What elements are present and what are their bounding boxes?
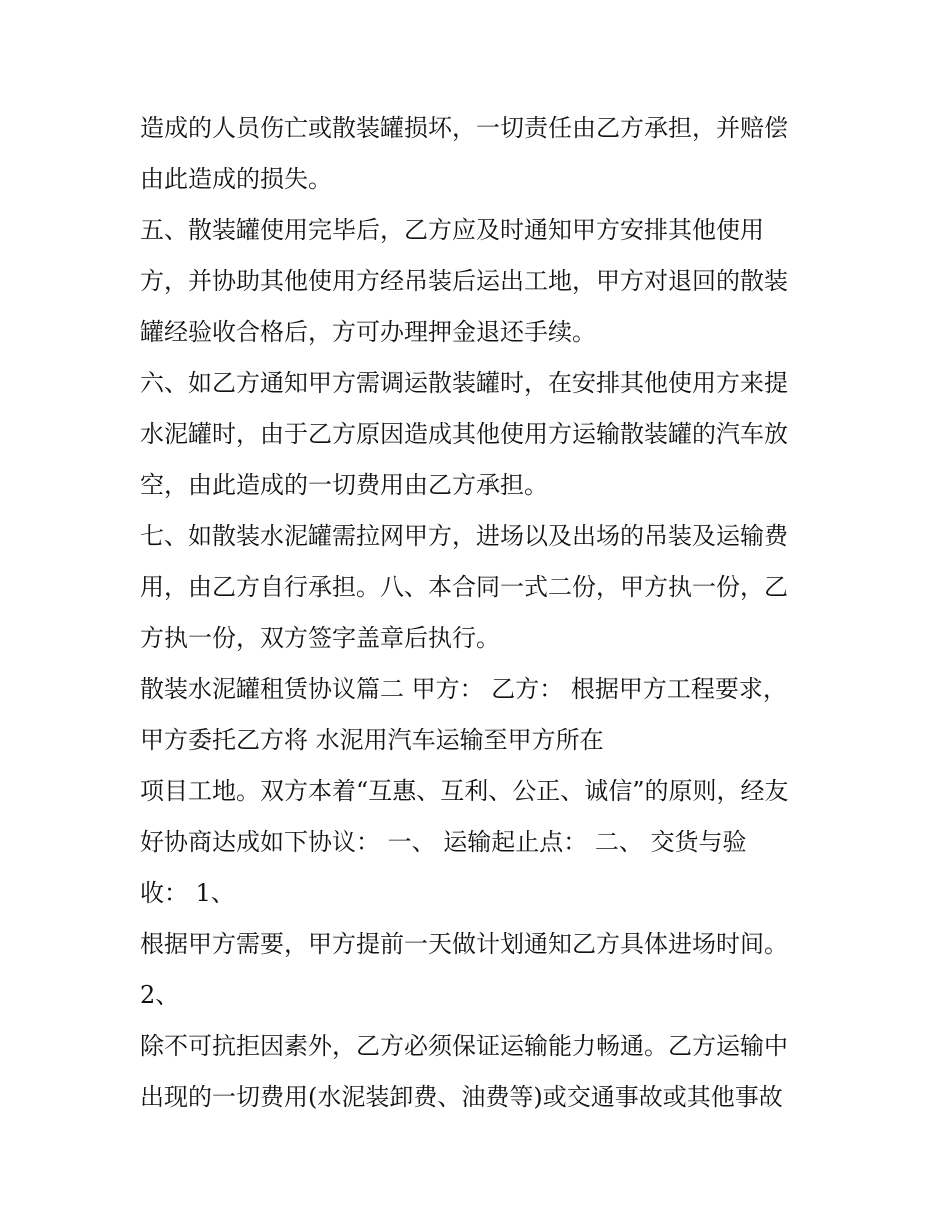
text-line-17: 根据甲方需要，甲方提前一天做计划通知乙方具体进场时间。 — [140, 930, 788, 958]
text-line-1: 造成的人员伤亡或散装罐损坏，一切责任由乙方承担，并赔偿 — [140, 114, 788, 142]
text-line-18: 2、 — [140, 981, 180, 1009]
text-line-13: 甲方委托乙方将 水泥用汽车运输至甲方所在 — [140, 726, 604, 754]
text-line-11: 方执一份，双方签字盖章后执行。 — [140, 624, 500, 652]
text-line-5: 罐经验收合格后，方可办理押金退还手续。 — [140, 318, 596, 346]
text-line-14: 项目工地。双方本着“互惠、互利、公正、诚信”的原则，经友 — [140, 777, 789, 805]
text-line-12: 散装水泥罐租赁协议篇二 甲方： 乙方： 根据甲方工程要求， — [140, 675, 787, 703]
text-line-6: 六、如乙方通知甲方需调运散装罐时，在安排其他使用方来提 — [140, 369, 788, 397]
text-line-8: 空，由此造成的一切费用由乙方承担。 — [140, 471, 548, 499]
document-body — [140, 103, 820, 1123]
text-line-3: 五、散装罐使用完毕后，乙方应及时通知甲方安排其他使用 — [140, 216, 764, 244]
text-line-10: 用，由乙方自行承担。八、本合同一式二份，甲方执一份，乙 — [140, 573, 788, 601]
text-line-9: 七、如散装水泥罐需拉网甲方，进场以及出场的吊装及运输费 — [140, 522, 788, 550]
text-line-4: 方，并协助其他使用方经吊装后运出工地，甲方对退回的散装 — [140, 267, 788, 295]
text-line-7: 水泥罐时，由于乙方原因造成其他使用方运输散装罐的汽车放 — [140, 420, 788, 448]
text-line-2: 由此造成的损失。 — [140, 165, 332, 193]
text-line-16: 收： 1、 — [140, 879, 235, 907]
text-line-15: 好协商达成如下协议： 一、 运输起止点： 二、 交货与验 — [140, 828, 747, 856]
text-line-19: 除不可抗拒因素外，乙方必须保证运输能力畅通。乙方运输中 — [140, 1032, 788, 1060]
text-line-20: 出现的一切费用(水泥装卸费、油费等)或交通事故或其他事故 — [140, 1083, 783, 1111]
